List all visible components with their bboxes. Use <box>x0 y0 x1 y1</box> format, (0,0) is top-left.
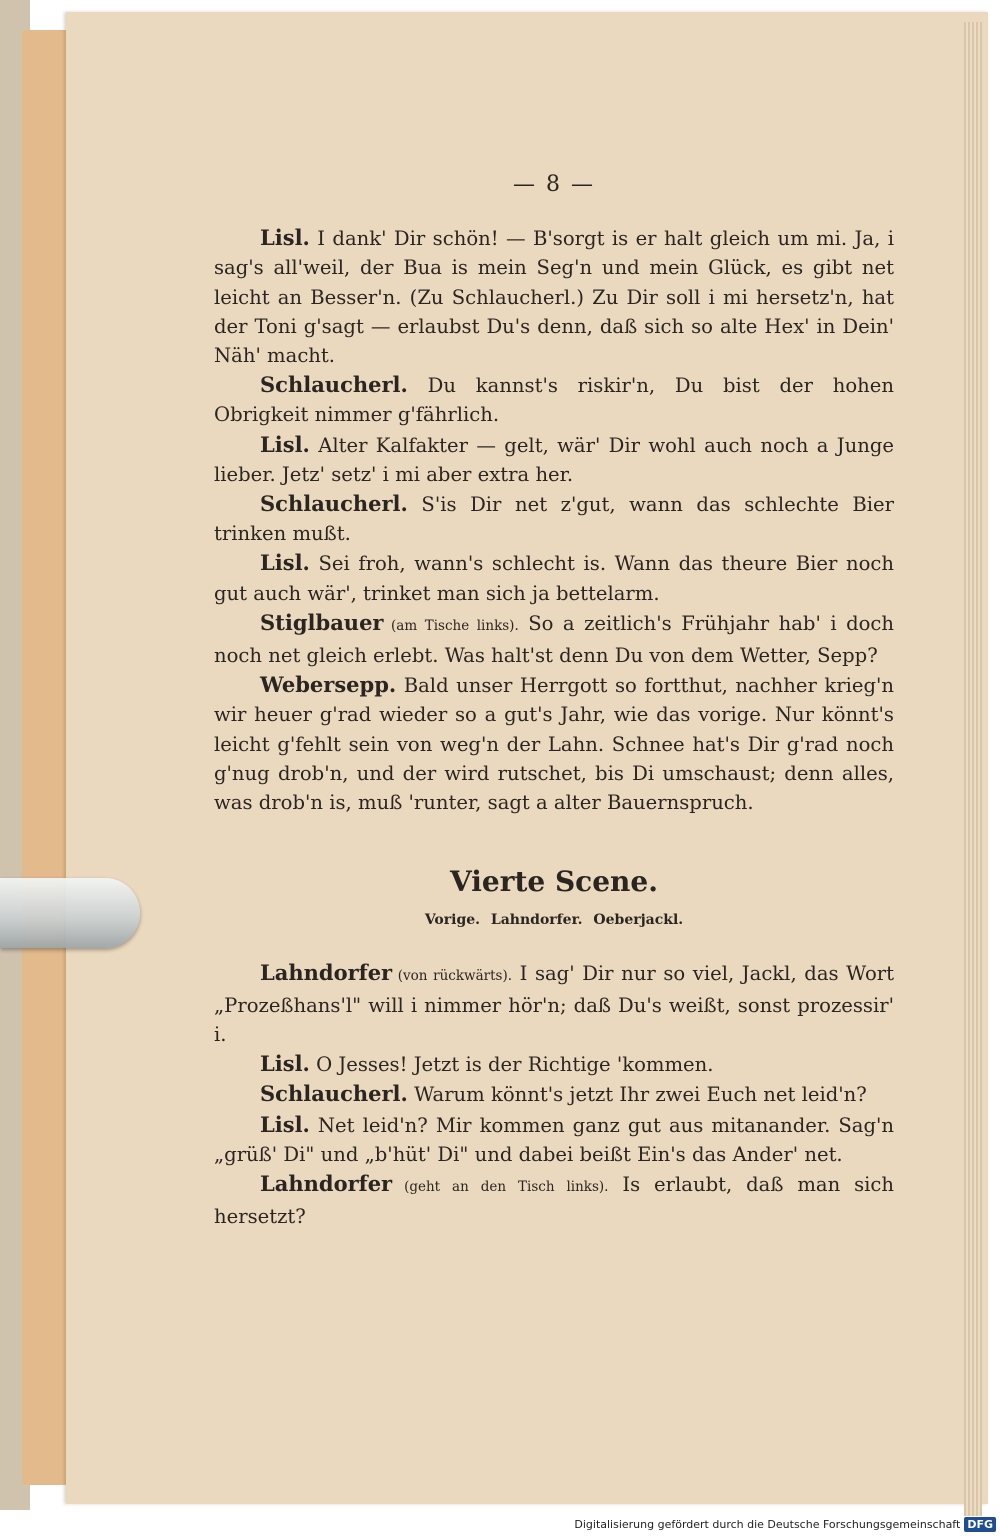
dialogue-paragraph <box>214 670 894 817</box>
dialogue-text: Net leid'n? Mir kommen ganz gut aus mitanander. Sag'n „grüß' Di" und „b'hüt' Di" und dabei beißt Ein's das Ander' net. <box>214 1113 894 1166</box>
speaker-name: Webersepp. <box>260 672 397 698</box>
dialogue-paragraph <box>214 430 894 489</box>
page-stack <box>964 22 982 1516</box>
speaker-name: Lahndorfer <box>260 1171 393 1197</box>
dialogue-paragraph <box>214 548 894 607</box>
scene-cast: Vorige. Lahndorfer. Oeberjackl. <box>424 912 684 929</box>
dialogue-block <box>214 223 894 817</box>
dialogue-text: Warum könnt's jetzt Ihr zwei Euch net leid'n? <box>407 1083 867 1107</box>
dialogue-text: Is erlaubt, daß man sich hersetzt? <box>214 1173 895 1229</box>
footer-text: Digitalisierung gefördert durch die Deutsche Forschungsgemeinschaft <box>574 1517 961 1531</box>
dialogue-paragraph <box>214 608 894 670</box>
dialogue-paragraph <box>214 1079 894 1109</box>
scene-dialogue-block <box>214 958 894 1232</box>
bookmark-clip <box>0 878 140 948</box>
dialogue-paragraph <box>214 958 894 1050</box>
footer <box>574 1512 996 1536</box>
dialogue-paragraph <box>214 223 894 370</box>
dialogue-text: Sei froh, wann's schlecht is. Wann das theure Bier noch gut auch wär', trinket man sich ja bettelarm. <box>214 552 894 605</box>
dialogue-paragraph <box>214 1169 894 1231</box>
speaker-name: Stiglbauer <box>260 609 384 635</box>
dialogue-paragraph <box>214 370 894 429</box>
dialogue-text: S'is Dir net z'gut, wann das schlechte Bier trinken mußt. <box>214 493 894 546</box>
dialogue-text: I dank' Dir schön! — B'sorgt is er halt gleich um mi. Ja, i sag's all'weil, der Bua is mein Seg'n und mein Glück, es gibt net leicht an Besser'n. (Zu Schlaucherl.) Zu Dir soll i mi hersetz'n, hat der Toni g'sagt — erlaubst Du's denn, daß sich so alte Hex' in Dein' Näh' macht. <box>214 227 894 368</box>
dialogue-text: O Jesses! Jetzt is der Richtige 'kommen. <box>309 1053 714 1077</box>
stage-direction: (geht an den Tisch links). <box>392 1179 609 1196</box>
stage-direction: (von rückwärts). <box>392 967 513 984</box>
stage-direction: (am Tische links). <box>383 617 519 634</box>
speaker-name: Schlaucherl. <box>260 1081 408 1107</box>
speaker-name: Lahndorfer <box>260 959 393 985</box>
speaker-name: Lisl. <box>260 1051 310 1077</box>
scene-heading: Vierte Scene. <box>450 865 658 899</box>
page-text <box>214 170 894 1232</box>
dialogue-paragraph <box>214 1049 894 1079</box>
dialogue-text: So a zeitlich's Frühjahr hab' i doch noch net gleich erlebt. Was halt'st denn Du von dem Wetter, Sepp? <box>214 611 895 668</box>
dialogue-text: Du kannst's riskir'n, Du bist der hohen Obrigkeit nimmer g'fährlich. <box>214 374 894 427</box>
dialogue-paragraph <box>214 1110 894 1169</box>
speaker-name: Lisl. <box>260 431 310 457</box>
speaker-name: Schlaucherl. <box>260 372 408 398</box>
speaker-name: Schlaucherl. <box>260 491 408 517</box>
speaker-name: Lisl. <box>260 550 310 576</box>
dialogue-text: I sag' Dir nur so viel, Jackl, das Wort „Prozeßhans'l" will i nimmer hör'n; daß Du's weißt, sonst prozessir' i. <box>214 961 894 1047</box>
dialogue-text: Alter Kalfakter — gelt, wär' Dir wohl auch noch a Junge lieber. Jetz' setz' i mi aber extra her. <box>214 433 894 486</box>
page-number: — 8 — <box>513 172 595 197</box>
dfg-logo: DFG <box>964 1517 996 1532</box>
dialogue-paragraph <box>214 489 894 548</box>
speaker-name: Lisl. <box>260 225 310 251</box>
speaker-name: Lisl. <box>260 1111 310 1137</box>
dialogue-text: Bald unser Herrgott so fortthut, nachher krieg'n wir heuer g'rad wieder so a gut's Jahr, wie das vorige. Nur könnt's leicht g'fehlt sein von weg'n der Lahn. Schnee hat's Dir g'rad noch g'nug drob'n, und der wird rutschet, bis Di umschaust; denn alles, was drob'n is, muß 'runter, sagt a alter Bauernspruch. <box>214 674 894 815</box>
